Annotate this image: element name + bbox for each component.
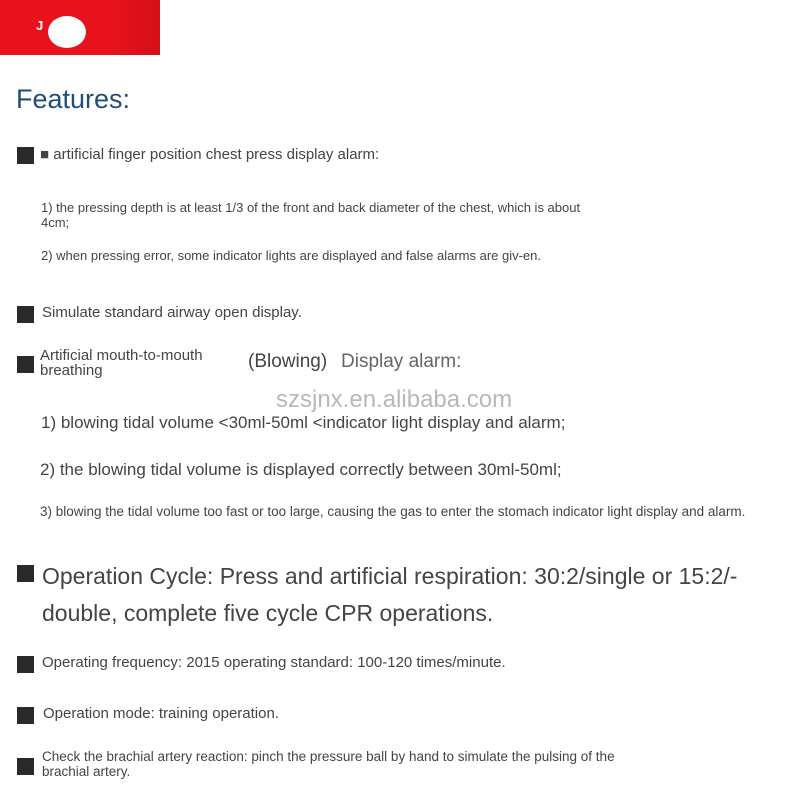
press-alarm-item-2: 2) when pressing error, some indicator lights are displayed and false alarms are giv-en. (41, 248, 542, 263)
breathing-item-3: 3) blowing the tidal volume too fast or too large, causing the gas to enter the stomach indicator light display and alarm. (40, 504, 746, 519)
features-heading: Features: (16, 84, 131, 114)
breathing-item-1: 1) blowing tidal volume <30ml-50ml <indicator light display and alarm; (41, 413, 566, 432)
bullet-icon (17, 707, 34, 724)
breathing-title-part-2: (Blowing) (248, 351, 328, 372)
bullet-icon (17, 306, 34, 323)
brachial-title: Check the brachial artery reaction: pinch the pressure ball by hand to simulate the pulsing of the brachial artery. (42, 749, 615, 779)
brand-logo-blob (48, 16, 86, 48)
bullet-icon (17, 758, 34, 775)
bullet-icon (17, 356, 34, 373)
breathing-item-2: 2) the blowing tidal volume is displayed correctly between 30ml-50ml; (40, 460, 562, 479)
bullet-icon (17, 147, 34, 164)
watermark: szsjnx.en.alibaba.com (276, 386, 513, 413)
brand-banner (0, 0, 160, 55)
press-alarm-item-1: 1) the pressing depth is at least 1/3 of the front and back diameter of the chest, which is about 4cm; (41, 200, 581, 230)
frequency-title: Operating frequency: 2015 operating standard: 100-120 times/minute. (42, 654, 506, 671)
cycle-title: Operation Cycle: Press and artificial respiration: 30:2/single or 15:2/-double, complete five cycle CPR operations. (42, 563, 738, 626)
breathing-title-part-3: Display alarm: (341, 351, 462, 372)
breathing-title-part-1: Artificial mouth-to-mouth breathing (40, 347, 203, 379)
bullet-icon (17, 656, 34, 673)
press-alarm-title: ■ artificial finger position chest press display alarm: (40, 146, 380, 163)
brand-text: J (36, 18, 44, 33)
airway-title: Simulate standard airway open display. (42, 304, 302, 321)
mode-title: Operation mode: training operation. (43, 705, 279, 722)
bullet-icon (17, 565, 34, 582)
